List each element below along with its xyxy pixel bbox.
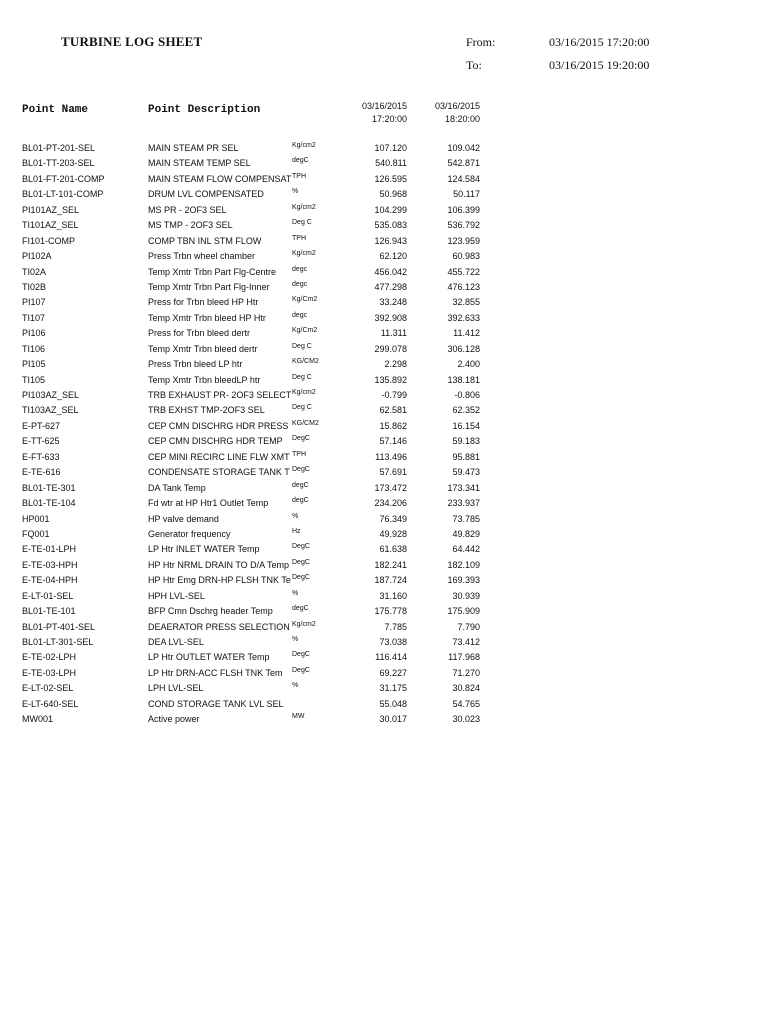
value-timestamp-1-cell: 55.048: [379, 698, 407, 709]
point-description-cell: CEP CMN DISCHRG HDR TEMP: [148, 436, 283, 447]
value-timestamp-2-cell: 175.909: [447, 606, 480, 617]
point-description-cell: TRB EXHAUST PR- 2OF3 SELECT: [148, 390, 292, 400]
point-name-cell: PI103AZ_SEL: [22, 390, 80, 400]
unit-cell: DegC: [292, 651, 310, 659]
point-description-cell: Press Trbn bleed LP htr: [148, 359, 243, 370]
unit-cell: Deg C: [292, 342, 312, 350]
table-row: [0, 219, 768, 234]
table-row: [0, 188, 768, 203]
point-description-cell: Temp Xmtr Trbn bleedLP htr: [148, 374, 261, 385]
point-name-cell: BL01-PT-401-SEL: [22, 621, 96, 632]
table-row: [0, 682, 768, 697]
table-row: [0, 389, 768, 404]
to-label: To:: [466, 58, 482, 72]
timestamp-1-date: 03/16/2015: [361, 101, 407, 111]
point-name-cell: FI101-COMP: [22, 235, 76, 246]
value-timestamp-2-cell: 182.109: [447, 559, 480, 570]
value-timestamp-2-cell: 138.181: [447, 374, 480, 385]
unit-cell: DegC: [292, 466, 310, 474]
value-timestamp-1-cell: 392.908: [374, 312, 407, 323]
point-description-cell: MS PR - 2OF3 SEL: [148, 204, 227, 215]
table-row: [0, 543, 768, 558]
unit-cell: %: [292, 589, 299, 597]
point-description-cell: DRUM LVL COMPENSATED: [148, 189, 264, 200]
unit-cell: %: [292, 512, 299, 520]
point-name-cell: TI107: [22, 312, 46, 323]
table-row: [0, 281, 768, 296]
point-description-cell: HP Htr NRML DRAIN TO D/A Temp: [148, 559, 290, 570]
table-row: [0, 266, 768, 281]
point-name-cell: BL01-TE-301: [22, 482, 76, 493]
point-name-cell: PI106: [22, 328, 46, 339]
unit-cell: degc: [292, 265, 308, 273]
value-timestamp-2-cell: -0.806: [454, 390, 480, 400]
point-name-cell: PI107: [22, 297, 46, 308]
point-name-cell: E-LT-640-SEL: [22, 698, 79, 709]
unit-cell: DegC: [292, 543, 310, 551]
unit-cell: DegC: [292, 435, 310, 443]
table-row: [0, 173, 768, 188]
value-timestamp-1-cell: 173.472: [374, 482, 407, 493]
value-timestamp-1-cell: -0.799: [381, 390, 407, 400]
value-timestamp-2-cell: 117.968: [448, 652, 480, 663]
value-timestamp-1-cell: 7.785: [384, 621, 407, 632]
to-value: 03/16/2015 19:20:00: [549, 58, 650, 72]
from-label: From:: [466, 35, 496, 49]
point-description-cell: Generator frequency: [148, 528, 231, 539]
point-description-cell: DA Tank Temp: [148, 482, 206, 493]
unit-cell: MW: [292, 713, 305, 721]
point-name-cell: E-TE-04-HPH: [22, 575, 78, 586]
unit-cell: DegC: [292, 558, 310, 566]
point-description-cell: MAIN STEAM PR SEL: [148, 143, 239, 153]
unit-cell: TPH: [292, 172, 306, 180]
point-name-cell: PI105: [22, 359, 46, 370]
value-timestamp-2-cell: 59.473: [452, 467, 480, 478]
unit-cell: KG/CM2: [292, 419, 319, 427]
point-name-cell: TI103AZ_SEL: [22, 405, 79, 416]
value-timestamp-1-cell: 61.638: [379, 544, 407, 555]
table-row: [0, 651, 768, 666]
point-description-cell: Temp Xmtr Trbn bleed HP Htr: [148, 312, 266, 323]
value-timestamp-2-cell: 95.881: [452, 451, 480, 462]
point-description-cell: MAIN STEAM TEMP SEL: [148, 158, 251, 169]
value-timestamp-2-cell: 73.412: [452, 637, 480, 647]
point-description-cell: Press Trbn wheel chamber: [148, 251, 256, 262]
column-header-point-description: Point Description: [148, 104, 261, 116]
table-row: [0, 590, 768, 605]
unit-cell: DegC: [292, 574, 310, 582]
point-description-cell: BFP Cmn Dschrg header Temp: [148, 606, 273, 617]
point-name-cell: E-TT-625: [22, 436, 60, 447]
point-description-cell: DEAERATOR PRESS SELECTION: [148, 621, 290, 632]
table-row: [0, 435, 768, 450]
table-row: [0, 497, 768, 512]
value-timestamp-2-cell: 62.352: [452, 405, 480, 416]
point-name-cell: HP001: [22, 513, 50, 524]
unit-cell: degc: [292, 280, 308, 288]
table-row: [0, 250, 768, 265]
point-description-cell: LP Htr INLET WATER Temp: [148, 544, 260, 555]
table-row: [0, 528, 768, 543]
from-value: 03/16/2015 17:20:00: [549, 35, 650, 49]
value-timestamp-1-cell: 535.083: [374, 220, 407, 231]
point-name-cell: TI106: [22, 343, 46, 354]
unit-cell: Deg C: [292, 219, 312, 227]
point-description-cell: COND STORAGE TANK LVL SEL: [148, 698, 284, 709]
unit-cell: TPH: [292, 234, 306, 242]
value-timestamp-2-cell: 32.855: [452, 297, 480, 308]
unit-cell: Hz: [292, 527, 301, 535]
unit-cell: TPH: [292, 450, 306, 458]
value-timestamp-2-cell: 49.829: [452, 528, 480, 539]
point-description-cell: HPH LVL-SEL: [148, 590, 205, 601]
value-timestamp-1-cell: 126.943: [374, 235, 407, 246]
column-header-point-name: Point Name: [22, 104, 89, 116]
unit-cell: degc: [292, 311, 308, 319]
point-name-cell: MW001: [22, 714, 54, 725]
point-name-cell: TI02A: [22, 266, 47, 277]
table-row: [0, 713, 768, 728]
point-description-cell: Temp Xmtr Trbn Part Flg-Inner: [148, 281, 270, 292]
point-description-cell: MS TMP - 2OF3 SEL: [148, 220, 233, 231]
unit-cell: degC: [292, 605, 309, 613]
point-description-cell: CONDENSATE STORAGE TANK T: [148, 467, 290, 478]
value-timestamp-1-cell: 11.311: [380, 328, 407, 339]
table-row: [0, 559, 768, 574]
point-name-cell: E-LT-01-SEL: [22, 590, 74, 601]
unit-cell: DegC: [292, 666, 310, 674]
point-description-cell: HP valve demand: [148, 513, 219, 524]
point-name-cell: E-TE-03-LPH: [22, 667, 77, 678]
point-description-cell: Press for Trbn bleed dertr: [148, 328, 251, 339]
value-timestamp-2-cell: 392.633: [447, 312, 480, 323]
table-row: [0, 420, 768, 435]
table-row: [0, 482, 768, 497]
point-name-cell: BL01-LT-301-SEL: [22, 637, 94, 647]
value-timestamp-2-cell: 60.983: [452, 251, 480, 262]
unit-cell: Kg/cm2: [292, 250, 316, 258]
table-row: [0, 605, 768, 620]
point-name-cell: TI101AZ_SEL: [22, 220, 79, 231]
unit-cell: degC: [292, 157, 309, 165]
point-description-cell: DEA LVL-SEL: [148, 637, 204, 647]
value-timestamp-1-cell: 456.042: [374, 266, 407, 277]
value-timestamp-1-cell: 57.691: [379, 467, 407, 478]
point-description-cell: CEP CMN DISCHRG HDR PRESS: [148, 420, 289, 431]
value-timestamp-2-cell: 2.400: [457, 359, 480, 370]
table-row: [0, 404, 768, 419]
value-timestamp-1-cell: 33.248: [379, 297, 407, 308]
value-timestamp-1-cell: 116.414: [375, 652, 407, 663]
value-timestamp-2-cell: 54.765: [452, 698, 480, 709]
point-name-cell: E-LT-02-SEL: [22, 683, 74, 694]
point-description-cell: HP Htr Emg DRN-HP FLSH TNK Te: [148, 575, 291, 586]
point-name-cell: E-TE-01-LPH: [22, 544, 77, 555]
value-timestamp-2-cell: 16.154: [452, 420, 480, 431]
unit-cell: degC: [292, 481, 309, 489]
unit-cell: Kg/Cm2: [292, 327, 318, 335]
point-name-cell: BL01-TT-203-SEL: [22, 158, 95, 169]
value-timestamp-1-cell: 50.968: [379, 189, 407, 200]
point-name-cell: BL01-TE-104: [22, 498, 76, 509]
value-timestamp-1-cell: 31.160: [379, 590, 407, 601]
table-row: [0, 296, 768, 311]
value-timestamp-1-cell: 49.928: [379, 528, 407, 539]
point-description-cell: LP Htr DRN-ACC FLSH TNK Tem: [148, 667, 283, 678]
point-name-cell: BL01-FT-201-COMP: [22, 173, 105, 184]
log-table: [0, 142, 768, 729]
point-name-cell: E-TE-616: [22, 467, 61, 478]
column-header-timestamp-1: [327, 100, 407, 126]
value-timestamp-1-cell: 299.078: [374, 343, 407, 354]
point-name-cell: TI02B: [22, 281, 47, 292]
value-timestamp-1-cell: 76.349: [379, 513, 407, 524]
value-timestamp-2-cell: 30.939: [452, 590, 480, 601]
unit-cell: %: [292, 188, 299, 196]
unit-cell: Kg/cm2: [292, 142, 316, 149]
value-timestamp-2-cell: 50.117: [453, 189, 480, 200]
value-timestamp-2-cell: 169.393: [447, 575, 480, 586]
value-timestamp-1-cell: 104.299: [374, 204, 407, 215]
unit-cell: Kg/cm2: [292, 620, 316, 628]
unit-cell: %: [292, 682, 299, 690]
point-name-cell: BL01-LT-101-COMP: [22, 189, 104, 200]
point-name-cell: E-TE-03-HPH: [22, 559, 78, 570]
value-timestamp-1-cell: 2.298: [384, 359, 407, 370]
value-timestamp-1-cell: 62.120: [379, 251, 407, 262]
value-timestamp-2-cell: 106.399: [447, 204, 480, 215]
table-row: [0, 204, 768, 219]
value-timestamp-2-cell: 306.128: [447, 343, 480, 354]
value-timestamp-1-cell: 31.175: [379, 683, 407, 694]
point-description-cell: Temp Xmtr Trbn bleed dertr: [148, 343, 258, 354]
table-row: [0, 636, 768, 651]
table-row: [0, 574, 768, 589]
value-timestamp-2-cell: 30.824: [452, 683, 480, 694]
point-name-cell: BL01-TE-101: [22, 606, 76, 617]
value-timestamp-2-cell: 124.584: [447, 173, 480, 184]
value-timestamp-1-cell: 182.241: [374, 559, 407, 570]
point-description-cell: Temp Xmtr Trbn Part Flg-Centre: [148, 266, 277, 277]
value-timestamp-2-cell: 73.785: [452, 513, 480, 524]
point-description-cell: MAIN STEAM FLOW COMPENSAT: [148, 173, 292, 184]
value-timestamp-2-cell: 173.341: [447, 482, 480, 493]
table-row: [0, 621, 768, 636]
table-row: [0, 235, 768, 250]
unit-cell: degC: [292, 497, 309, 505]
value-timestamp-2-cell: 109.042: [447, 143, 480, 153]
value-timestamp-1-cell: 30.017: [379, 714, 407, 725]
table-row: [0, 312, 768, 327]
table-row: [0, 513, 768, 528]
value-timestamp-1-cell: 187.724: [374, 575, 407, 586]
value-timestamp-2-cell: 455.722: [447, 266, 480, 277]
value-timestamp-2-cell: 59.183: [452, 436, 480, 447]
table-row: [0, 698, 768, 713]
table-row: [0, 142, 768, 157]
value-timestamp-2-cell: 7.790: [457, 621, 480, 632]
point-description-cell: LP Htr OUTLET WATER Temp: [148, 652, 270, 663]
value-timestamp-2-cell: 233.937: [447, 498, 480, 509]
point-name-cell: E-FT-633: [22, 451, 60, 462]
point-description-cell: Active power: [148, 714, 200, 725]
value-timestamp-1-cell: 477.298: [374, 281, 407, 292]
unit-cell: Kg/cm2: [292, 389, 316, 396]
table-row: [0, 374, 768, 389]
value-timestamp-1-cell: 62.581: [379, 405, 407, 416]
table-row: [0, 466, 768, 481]
table-row: [0, 451, 768, 466]
timestamp-1-time: 17:20:00: [371, 114, 407, 124]
point-description-cell: TRB EXHST TMP-2OF3 SEL: [148, 405, 265, 416]
unit-cell: KG/CM2: [292, 358, 319, 366]
point-description-cell: COMP TBN INL STM FLOW: [148, 235, 262, 246]
value-timestamp-2-cell: 476.123: [447, 281, 480, 292]
value-timestamp-1-cell: 15.862: [379, 420, 407, 431]
timestamp-2-date: 03/16/2015: [434, 101, 480, 111]
value-timestamp-2-cell: 11.412: [453, 328, 480, 339]
value-timestamp-2-cell: 64.442: [452, 544, 480, 555]
value-timestamp-1-cell: 107.120: [374, 143, 407, 153]
point-name-cell: FQ001: [22, 528, 50, 539]
point-name-cell: TI105: [22, 374, 46, 385]
value-timestamp-2-cell: 542.871: [447, 158, 480, 169]
point-description-cell: Press for Trbn bleed HP Htr: [148, 297, 259, 308]
point-description-cell: CEP MINI RECIRC LINE FLW XMT: [148, 451, 290, 462]
unit-cell: Deg C: [292, 404, 312, 412]
point-name-cell: BL01-PT-201-SEL: [22, 143, 96, 153]
table-row: [0, 327, 768, 342]
page-title: TURBINE LOG SHEET: [61, 34, 203, 49]
point-name-cell: E-TE-02-LPH: [22, 652, 77, 663]
point-name-cell: PI102A: [22, 251, 52, 262]
table-row: [0, 157, 768, 172]
value-timestamp-1-cell: 126.595: [374, 173, 407, 184]
point-name-cell: E-PT-627: [22, 420, 61, 431]
value-timestamp-1-cell: 113.496: [375, 451, 407, 462]
unit-cell: %: [292, 636, 299, 643]
value-timestamp-1-cell: 175.778: [374, 606, 407, 617]
table-row: [0, 358, 768, 373]
timestamp-2-time: 18:20:00: [444, 114, 480, 124]
unit-cell: Kg/Cm2: [292, 296, 318, 304]
unit-cell: Deg C: [292, 373, 312, 381]
point-description-cell: LPH LVL-SEL: [148, 683, 204, 694]
value-timestamp-1-cell: 234.206: [374, 498, 407, 509]
value-timestamp-2-cell: 536.792: [447, 220, 480, 231]
value-timestamp-1-cell: 69.227: [379, 667, 407, 678]
column-header-timestamp-2: [400, 100, 480, 126]
value-timestamp-1-cell: 540.811: [375, 158, 407, 169]
table-row: [0, 343, 768, 358]
point-name-cell: PI101AZ_SEL: [22, 204, 80, 215]
value-timestamp-2-cell: 71.270: [452, 667, 480, 678]
value-timestamp-1-cell: 135.892: [374, 374, 407, 385]
table-row: [0, 667, 768, 682]
value-timestamp-2-cell: 123.959: [447, 235, 480, 246]
value-timestamp-2-cell: 30.023: [452, 714, 480, 725]
value-timestamp-1-cell: 73.038: [379, 637, 407, 647]
value-timestamp-1-cell: 57.146: [379, 436, 407, 447]
unit-cell: Kg/cm2: [292, 203, 316, 211]
point-description-cell: Fd wtr at HP Htr1 Outlet Temp: [148, 498, 269, 509]
